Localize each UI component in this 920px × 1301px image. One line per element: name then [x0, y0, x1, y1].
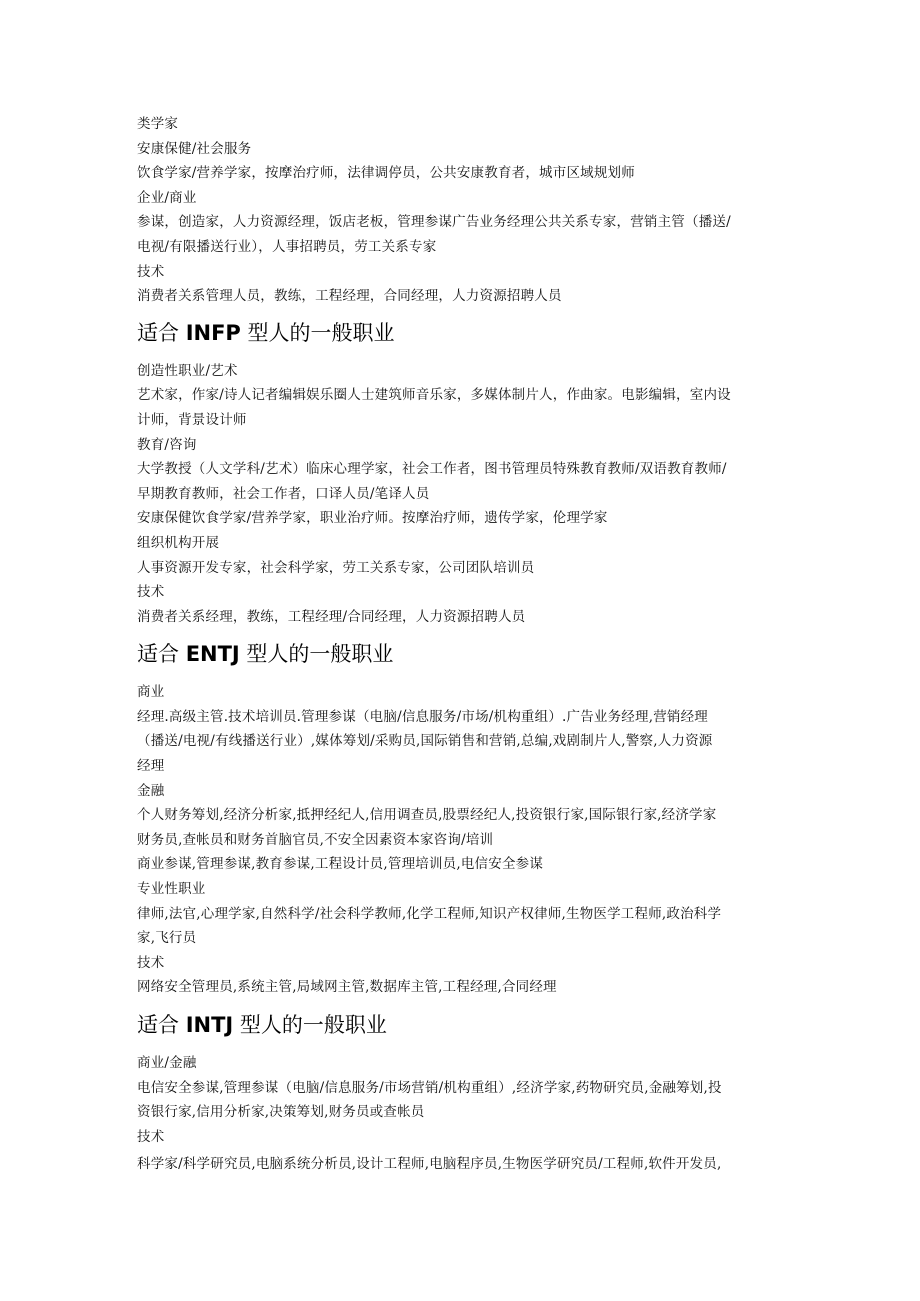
- intro-block: [137, 112, 787, 309]
- text-line: 经理: [137, 758, 165, 775]
- text-line: 参谋，创造家，人力资源经理，饭店老板，管理参谋广告业务经理公共关系专家，营销主管（播送/: [137, 214, 731, 231]
- text-line: 经理.高级主管.技术培训员.管理参谋（电脑/信息服务/市场/机构重组）.广告业务经理,营销经理: [137, 708, 708, 725]
- category-label: 企业/商业: [137, 189, 197, 206]
- text-line: 网络安全管理员,系统主管,局域网主管,数据库主管,工程经理,合同经理: [137, 979, 557, 996]
- text-line: 律师,法官,心理学家,自然科学/社会科学教师,化学工程师,知识产权律师,生物医学工程师,政治科学: [137, 905, 722, 922]
- text-line: 科学家/科学研究员,电脑系统分析员,设计工程师,电脑程序员,生物医学研究员/工程师,软件开发员,: [137, 1156, 722, 1173]
- category-label: 技术: [137, 1128, 165, 1145]
- heading-prefix: 适合: [137, 642, 186, 667]
- category-label: 金融: [137, 782, 165, 799]
- text-line: 早期教育教师，社会工作者，口译人员/笔译人员: [137, 485, 430, 502]
- text-line: 电信安全参谋,管理参谋（电脑/信息服务/市场营销/机构重组）,经济学家,药物研究员,金融筹划,投: [137, 1079, 722, 1096]
- section-heading: [137, 642, 787, 666]
- category-label: 教育/咨询: [137, 436, 197, 453]
- personality-code: ENTJ: [185, 642, 240, 667]
- heading-suffix: 型人的一般职业: [233, 1013, 387, 1037]
- category-label: 技术: [137, 263, 165, 280]
- text-line: 类学家: [137, 116, 179, 132]
- heading-suffix: 型人的一般职业: [240, 320, 395, 345]
- category-label: 技术: [137, 584, 165, 601]
- text-line: 计师，背景设计师: [137, 411, 247, 428]
- text-line: 消费者关系管理人员，教练，工程经理，合同经理，人力资源招聘人员: [137, 288, 562, 305]
- text-line: 大学教授（人文学科/艺术）临床心理学家，社会工作者，图书管理员特殊教育教师/双语教育教师/: [137, 461, 727, 478]
- category-label: 组织机构开展: [137, 534, 220, 551]
- section-infp: [137, 321, 787, 630]
- category-label: 创造性职业/艺术: [137, 362, 238, 379]
- text-line: 商业参谋,管理参谋,教育参谋,工程设计员,管理培训员,电信安全参谋: [137, 856, 544, 873]
- text-line: 个人财务筹划,经济分析家,抵押经纪人,信用调查员,股票经纪人,投资银行家,国际银行家,经济学家: [137, 807, 717, 824]
- section-intj: [137, 1013, 787, 1177]
- text-line: 电视/有限播送行业），人事招聘员，劳工关系专家: [137, 238, 437, 255]
- category-label: 专业性职业: [137, 881, 206, 898]
- text-line: 饮食学家/营养学家，按摩治疗师，法律调停员，公共安康教育者，城市区域规划师: [137, 165, 635, 182]
- section-heading: [137, 321, 787, 345]
- heading-prefix: 适合: [137, 1013, 186, 1037]
- heading-prefix: 适合: [137, 320, 186, 345]
- text-line: 消费者关系经理，教练，工程经理/合同经理，人力资源招聘人员: [137, 608, 526, 625]
- category-label: 商业/金融: [137, 1055, 197, 1071]
- personality-code: INFP: [185, 320, 241, 345]
- text-line: （播送/电视/有线播送行业）,媒体筹划/采购员,国际销售和营销,总编,戏剧制片人,警察,人力资源: [137, 733, 713, 750]
- section-heading: [137, 1013, 787, 1037]
- document-page: [137, 112, 787, 1177]
- section-entj: [137, 642, 787, 1000]
- category-label: 安康保健/社会服务: [137, 140, 252, 157]
- category-label: 商业: [137, 684, 165, 701]
- text-line: 家,飞行员: [137, 930, 197, 947]
- text-line: 安康保健饮食学家/营养学家，职业治疗师。按摩治疗师，遗传学家，伦理学家: [137, 510, 608, 527]
- text-line: 资银行家,信用分析家,决策筹划,财务员或查帐员: [137, 1104, 425, 1121]
- category-label: 技术: [137, 954, 165, 971]
- text-line: 人事资源开发专家，社会科学家，劳工关系专家，公司团队培训员: [137, 559, 535, 576]
- text-line: 艺术家，作家/诗人记者编辑娱乐圈人士建筑师音乐家，多媒体制片人，作曲家。电影编辑，室内设: [137, 387, 731, 404]
- personality-code: INTJ: [185, 1013, 234, 1037]
- text-line: 财务员,查帐员和财务首脑官员,不安全因素资本家咨询/培训: [137, 831, 494, 848]
- heading-suffix: 型人的一般职业: [239, 642, 394, 667]
